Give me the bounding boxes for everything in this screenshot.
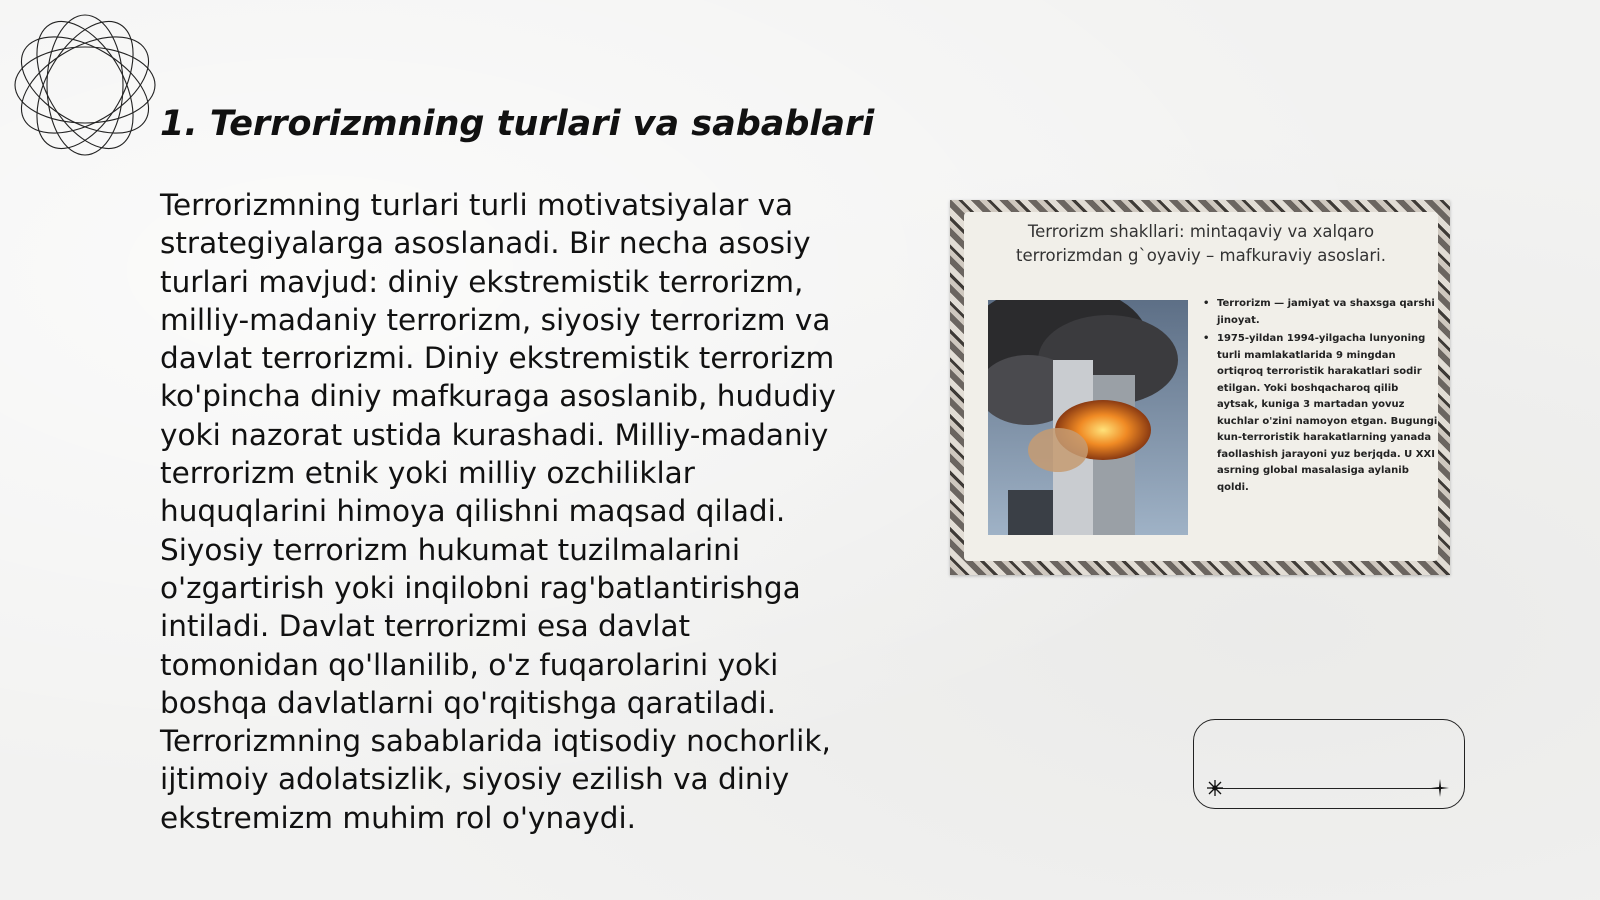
circle-ornament-icon [10, 10, 160, 160]
sparkle-icon [1204, 777, 1226, 799]
four-point-star-icon [1429, 777, 1451, 799]
embedded-slide-image [950, 200, 1450, 575]
bullet-item: • Terrorizm — jamiyat va shaxsga qarshi jinoyat. [1217, 296, 1442, 329]
embedded-slide-paper [964, 212, 1438, 561]
slide-title: 1. Terrorizmning turlari va sabablari [160, 104, 875, 144]
slide-body-text: Terrorizmning turlari turli motivatsiyalar va strategiyalarga asoslanadi. Bir necha asosiy turlari mavjud: diniy ekstremistik terrorizm, milliy-madaniy terrorizm, siyosiy terrorizm va davlat terrorizmi. Diniy ekstremistik terrorizm ko'pincha diniy mafkuraga asoslanib, hududiy yoki nazorat ustida kurashadi. Milliy-madaniy terrorizm etnik yoki milliy ozchiliklar huquqlarini himoya qilishni maqsad qiladi. Siyosiy terrorizm hukumat tuzilmalarini o'zgartirish yoki inqilobni rag'batlantirishga intiladi. Davlat terrorizmi esa davlat tomonidan qo'llanilib, o'z fuqarolarini yoki boshqa davlatlarni qo'rqitishga qaratiladi. Terrorizmning sabablarida iqtisodiy nochorlik, ijtimoiy adolatsizlik, siyosiy ezilish va diniy ekstremizm muhim rol o'ynaydi. [160, 188, 836, 835]
embedded-slide-bullets [1199, 296, 1442, 498]
decorative-rounded-box [1193, 719, 1465, 809]
embedded-slide-title: Terrorizm shakllari: mintaqaviy va xalqaro terrorizmdan g`oyaviy – mafkuraviy asoslari. [1015, 222, 1387, 265]
bullet-item: • 1975-yildan 1994-yilgacha lunyoning turli mamlakatlarida 9 mingdan ortiqroq terroristik harakatlari sodir etilgan. Yoki boshqacharoq qilib aytsak, kuniga 3 martadan yovuz kuchlar o'zini namoyon etgan. Bugungi kun-terroristik harakatlarning yanada faollashish jarayoni yuz berjqda. U XXI asrning global masalasiga aylanib qoldi. [1217, 331, 1442, 496]
tower-photo [988, 300, 1188, 535]
decorative-line [1212, 788, 1442, 789]
